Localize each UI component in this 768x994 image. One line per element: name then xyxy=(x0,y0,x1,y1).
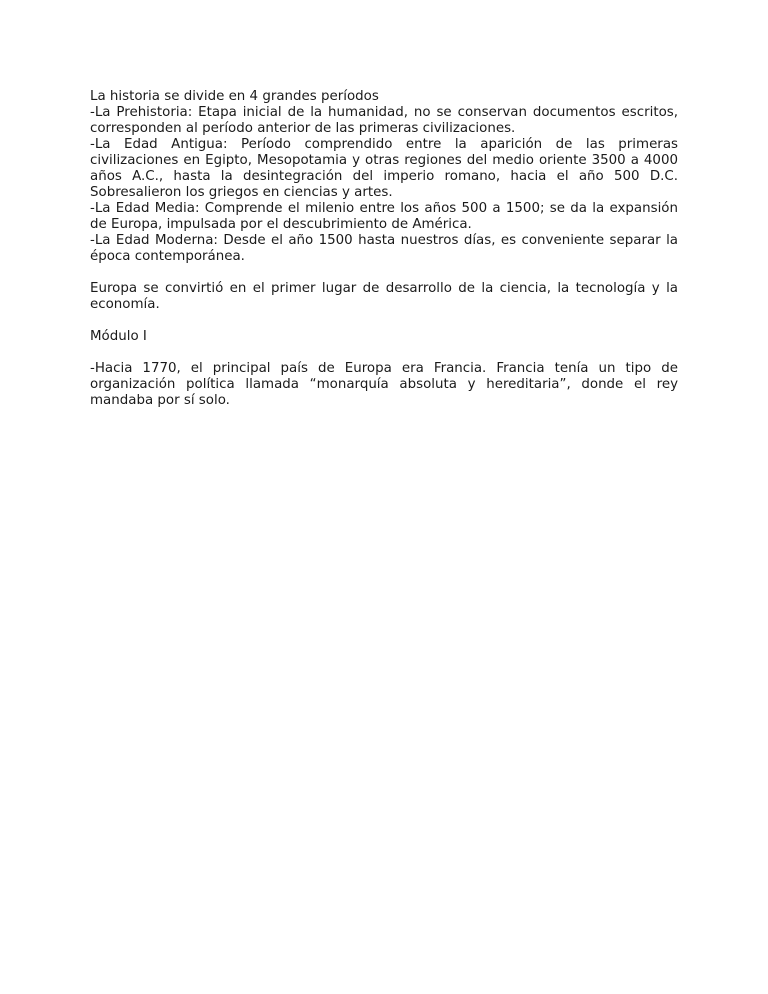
edad-moderna-paragraph: -La Edad Moderna: Desde el año 1500 hasta nuestros días, es conveniente separar la época contemporánea. xyxy=(90,233,678,264)
intro-line: La historia se divide en 4 grandes períodos xyxy=(90,89,379,104)
francia-paragraph: -Hacia 1770, el principal país de Europa era Francia. Francia tenía un tipo de organización política llamada “monarquía absoluta y hereditaria”, donde el rey mandaba por sí solo. xyxy=(90,361,678,408)
edad-media-paragraph: -La Edad Media: Comprende el milenio entre los años 500 a 1500; se da la expansión de Europa, impulsada por el descubrimiento de América. xyxy=(90,201,678,232)
paragraph-spacer xyxy=(90,345,678,361)
europa-paragraph: Europa se convirtió en el primer lugar de desarrollo de la ciencia, la tecnología y la economía. xyxy=(90,281,678,312)
paragraph-spacer xyxy=(90,313,678,329)
edad-antigua-paragraph: -La Edad Antigua: Período comprendido entre la aparición de las primeras civilizaciones en Egipto, Mesopotamia y otras regiones del medio oriente 3500 a 4000 años A.C., hasta la desintegración del imperio romano, hacia el año 500 D.C. Sobresalieron los griegos en ciencias y artes. xyxy=(90,137,678,200)
prehistoria-paragraph: -La Prehistoria: Etapa inicial de la humanidad, no se conservan documentos escritos, corresponden al período anterior de las primeras civilizaciones. xyxy=(90,105,678,136)
document-body xyxy=(90,89,678,409)
paragraph-spacer xyxy=(90,265,678,281)
module-heading: Módulo I xyxy=(90,329,147,344)
